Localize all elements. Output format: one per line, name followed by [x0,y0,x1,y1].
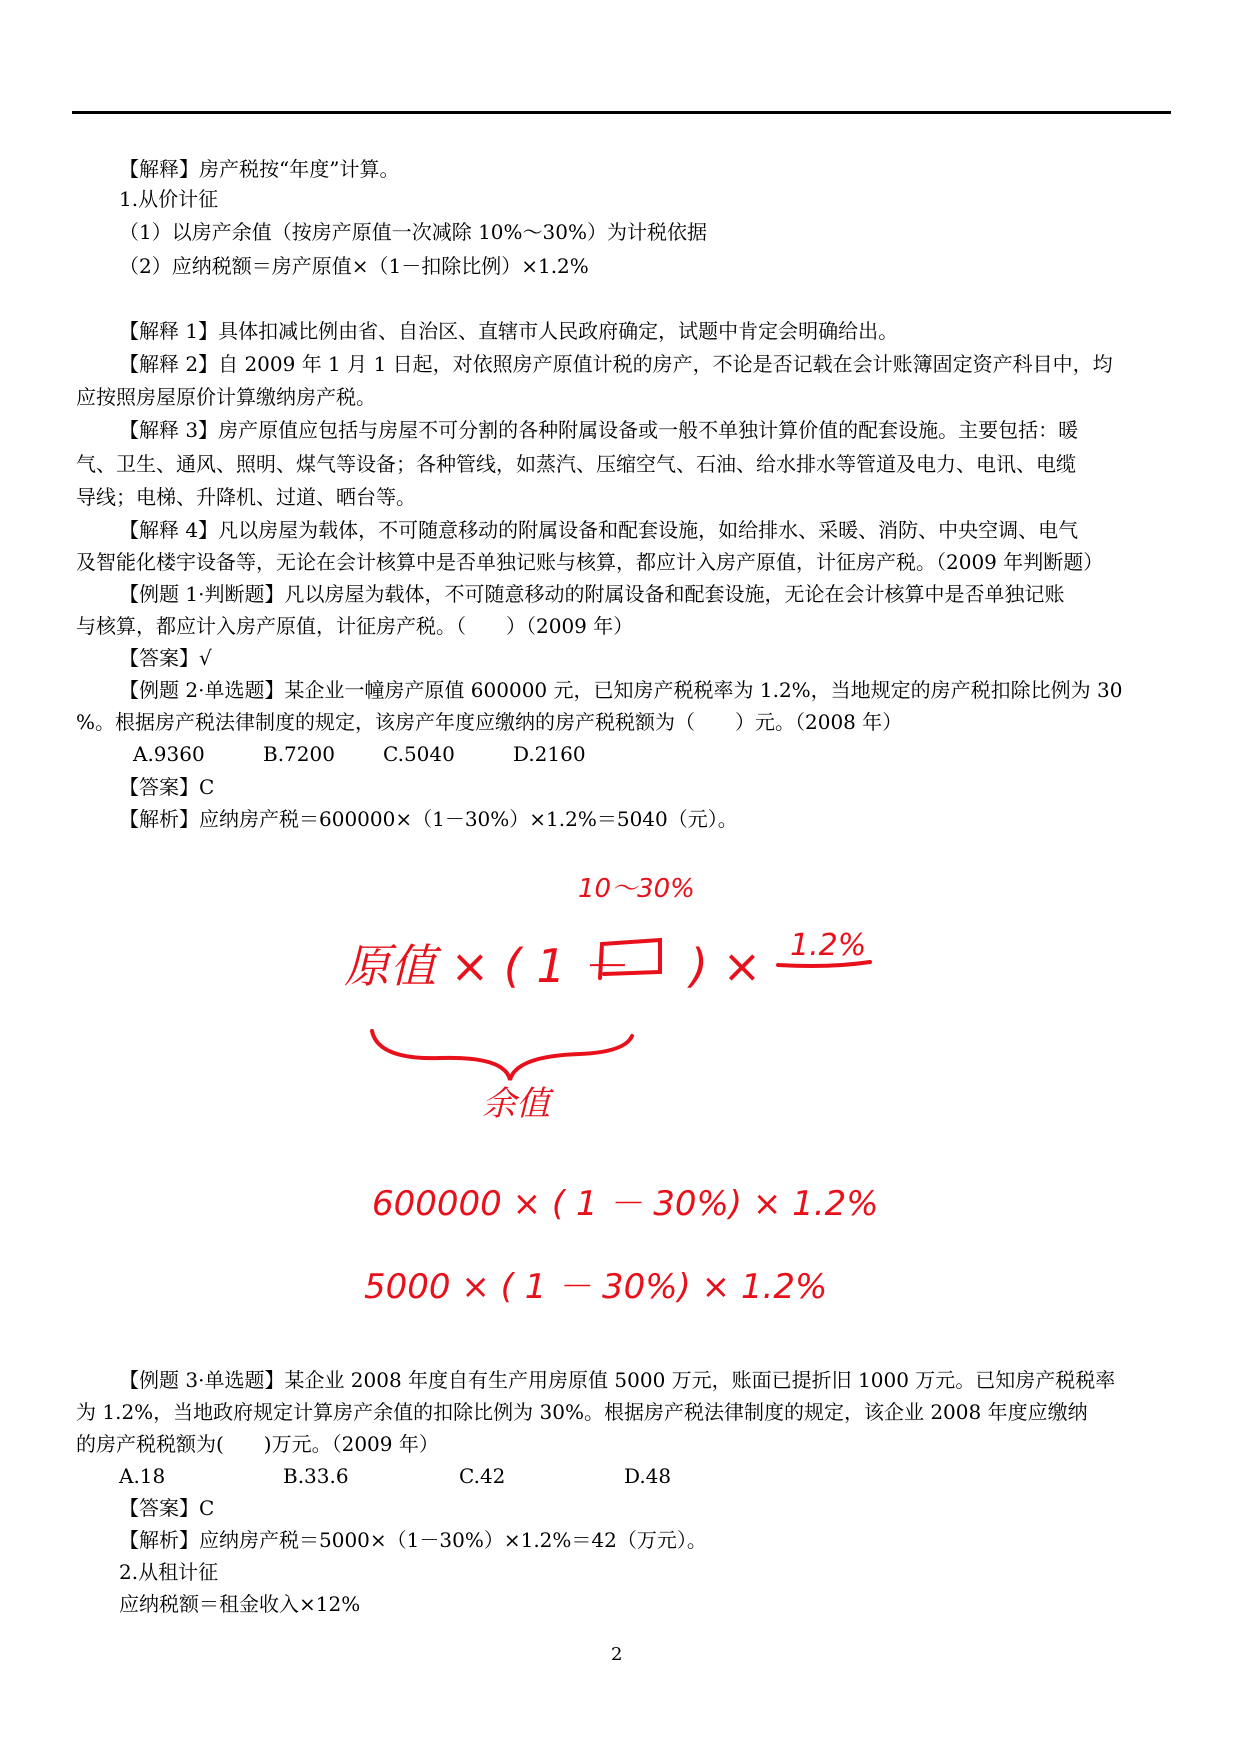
hw-calc-1: 600000 × ( 1 － 30%) × 1.2% [372,1184,879,1224]
section-heading: 1.从价计征 [119,187,219,211]
option-c: C.5040 [383,742,455,766]
example-question: %。根据房产税法律制度的规定，该房产年度应缴纳的房产税税额为（ ）元。（2008 年） [76,710,903,734]
hw-brace-label: 余值 [482,1084,550,1124]
list-item: （1）以房产余值（按房产原值一次减除 10%～30%）为计税依据 [119,220,707,244]
option-c: C.42 [459,1464,506,1488]
option-a: A.18 [119,1464,166,1488]
hw-brace [372,1031,632,1080]
option-d: D.2160 [513,742,586,766]
formula-line: 应纳税额＝租金收入×12% [119,1592,361,1616]
option-b: B.7200 [263,742,335,766]
analysis-line: 【解析】应纳房产税＝5000×（1－30%）×1.2%＝42（万元）。 [119,1528,707,1552]
explanation-line: 气、卫生、通风、照明、煤气等设备；各种管线，如蒸汽、压缩空气、石油、给水排水等管道及电力、电讯、电缆 [76,452,1076,476]
answer-line: 【答案】C [119,1496,215,1520]
option-a: A.9360 [133,742,205,766]
option-b: B.33.6 [283,1464,349,1488]
hw-range: 10～30% [578,874,695,904]
example-question: 【例题 1·判断题】凡以房屋为载体，不可随意移动的附属设备和配套设施，无论在会计核算中是否单独记账 [119,582,1065,606]
explanation-line: 应按照房屋原价计算缴纳房产税。 [76,385,376,409]
explanation-line: 【解释 4】凡以房屋为载体，不可随意移动的附属设备和配套设施，如给排水、采暖、消防、中央空调、电气 [119,518,1079,542]
hw-rate: 1.2% [790,928,867,963]
answer-line: 【答案】C [119,775,215,799]
explanation-line: 【解释 2】自 2009 年 1 月 1 日起，对依照房产原值计税的房产，不论是否记载在会计账簿固定资产科目中，均 [119,352,1113,376]
example-question: 【例题 2·单选题】某企业一幢房产原值 600000 元，已知房产税税率为 1.2%，当地规定的房产税扣除比例为 30 [119,678,1123,702]
explanation-line: 【解释】房产税按“年度”计算。 [119,157,400,181]
explanation-line: 及智能化楼宇设备等，无论在会计核算中是否单独记账与核算，都应计入房产原值，计征房产税。（2009 年判断题） [76,550,1104,574]
analysis-line: 【解析】应纳房产税＝600000×（1－30%）×1.2%＝5040（元）。 [119,807,738,831]
example-question: 为 1.2%，当地政府规定计算房产余值的扣除比例为 30%。根据房产税法律制度的规定，该企业 2008 年度应缴纳 [76,1400,1088,1424]
example-question: 与核算，都应计入房产原值，计征房产税。（ ）（2009 年） [76,614,634,638]
section-heading: 2.从租计征 [119,1560,219,1584]
answer-line: 【答案】√ [119,646,212,670]
page-number: 2 [611,1644,623,1665]
answer-options [119,1463,719,1489]
option-d: D.48 [624,1464,672,1488]
example-question: 【例题 3·单选题】某企业 2008 年度自有生产用房原值 5000 万元，账面已提折旧 1000 万元。已知房产税税率 [119,1368,1116,1392]
hw-calc-2: 5000 × ( 1 － 30%) × 1.2% [364,1267,828,1307]
hw-formula-left: 原值 × ( 1 － [344,939,627,993]
explanation-line: 【解释 1】具体扣减比例由省、自治区、直辖市人民政府确定，试题中肯定会明确给出。 [119,319,899,343]
explanation-line: 导线；电梯、升降机、过道、晒台等。 [76,485,416,509]
explanation-line: 【解释 3】房产原值应包括与房屋不可分割的各种附属设备或一般不单独计算价值的配套设施。主要包括：暖 [119,418,1079,442]
example-question: 的房产税税额为( )万元。（2009 年） [76,1432,439,1456]
hw-formula-right: ) × [690,939,762,993]
list-item: （2）应纳税额＝房产原值×（1－扣除比例）×1.2% [119,254,589,278]
